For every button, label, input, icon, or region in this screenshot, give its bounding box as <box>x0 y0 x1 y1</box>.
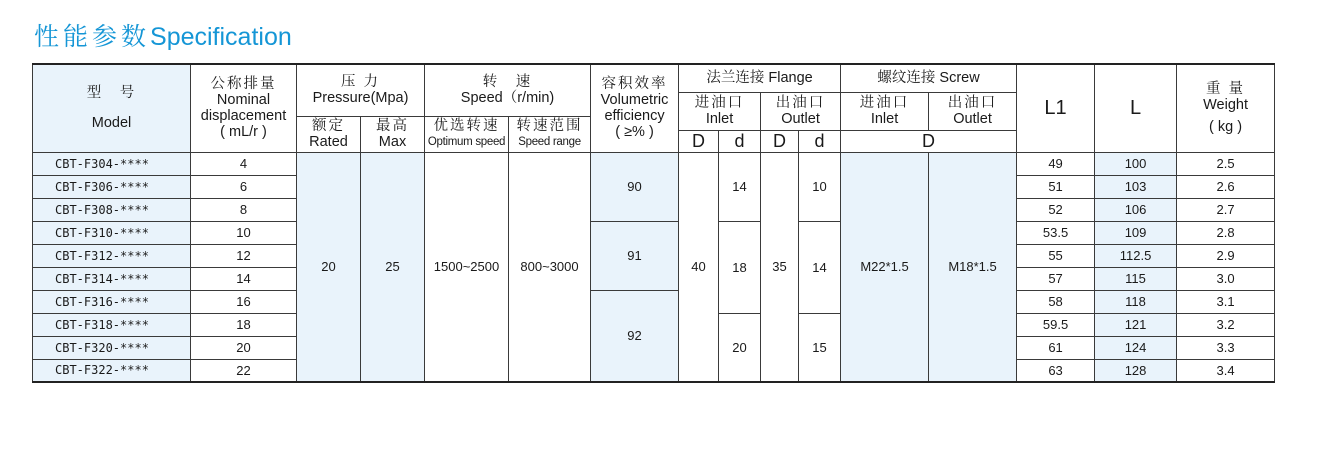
table-row <box>33 152 1275 175</box>
L-cell: 103 <box>1095 175 1177 198</box>
L-cell: 112.5 <box>1095 244 1177 267</box>
header-rated: 额定 Rated <box>297 116 361 152</box>
header-displacement: 公称排量 Nominal displacement ( mL/r ) <box>191 64 297 152</box>
screw-outlet-cell: M18*1.5 <box>929 152 1017 382</box>
L-cell: 121 <box>1095 313 1177 336</box>
L1-cell: 49 <box>1017 152 1095 175</box>
L-cell: 106 <box>1095 198 1177 221</box>
disp-cell: 6 <box>191 175 297 198</box>
weight-cell: 2.9 <box>1177 244 1275 267</box>
header-volumetric: 容积效率 Volumetric efficiency ( ≥% ) <box>591 64 679 152</box>
header-pressure: 压 力 Pressure(Mpa) <box>297 64 425 116</box>
screw-inlet-cell: M22*1.5 <box>841 152 929 382</box>
disp-cell: 8 <box>191 198 297 221</box>
L-cell: 115 <box>1095 267 1177 290</box>
L1-cell: 55 <box>1017 244 1095 267</box>
weight-cell: 3.0 <box>1177 267 1275 290</box>
flange-inlet-d-cell: 14 <box>719 152 761 221</box>
flange-outlet-D-cell: 35 <box>761 152 799 382</box>
L-cell: 128 <box>1095 359 1177 382</box>
L1-cell: 61 <box>1017 336 1095 359</box>
L1-cell: 58 <box>1017 290 1095 313</box>
header-screw-inlet: 进油口 Inlet <box>841 92 929 130</box>
flange-outlet-d-cell: 14 <box>799 221 841 313</box>
header-screw: 螺纹连接 Screw <box>841 64 1017 92</box>
weight-cell: 2.8 <box>1177 221 1275 244</box>
page-title <box>34 20 292 54</box>
disp-cell: 10 <box>191 221 297 244</box>
disp-cell: 14 <box>191 267 297 290</box>
optimum-speed-cell: 1500~2500 <box>425 152 509 382</box>
header-max: 最高 Max <box>361 116 425 152</box>
disp-cell: 20 <box>191 336 297 359</box>
disp-cell: 16 <box>191 290 297 313</box>
L1-cell: 63 <box>1017 359 1095 382</box>
L-cell: 124 <box>1095 336 1177 359</box>
L1-cell: 53.5 <box>1017 221 1095 244</box>
model-cell: CBT-F316-**** <box>33 290 191 313</box>
model-cell: CBT-F306-**** <box>33 175 191 198</box>
speed-range-cell: 800~3000 <box>509 152 591 382</box>
max-cell: 25 <box>361 152 425 382</box>
weight-cell: 2.5 <box>1177 152 1275 175</box>
flange-outlet-d-cell: 10 <box>799 152 841 221</box>
L-cell: 118 <box>1095 290 1177 313</box>
L1-cell: 59.5 <box>1017 313 1095 336</box>
spec-table <box>32 63 1275 383</box>
weight-cell: 2.6 <box>1177 175 1275 198</box>
table-row <box>33 221 1275 244</box>
header-weight: 重 量 Weight ( kg ) <box>1177 64 1275 152</box>
header-flange-inlet-d: d <box>719 130 761 152</box>
vol-eff-cell: 92 <box>591 290 679 382</box>
L-cell: 100 <box>1095 152 1177 175</box>
rated-cell: 20 <box>297 152 361 382</box>
model-cell: CBT-F318-**** <box>33 313 191 336</box>
weight-cell: 3.1 <box>1177 290 1275 313</box>
model-cell: CBT-F312-**** <box>33 244 191 267</box>
model-cell: CBT-F304-**** <box>33 152 191 175</box>
vol-eff-cell: 90 <box>591 152 679 221</box>
header-L1: L1 <box>1017 64 1095 152</box>
model-cell: CBT-F308-**** <box>33 198 191 221</box>
header-flange-inlet-D: D <box>679 130 719 152</box>
L-cell: 109 <box>1095 221 1177 244</box>
model-cell: CBT-F320-**** <box>33 336 191 359</box>
model-cell: CBT-F322-**** <box>33 359 191 382</box>
header-screw-outlet: 出油口 Outlet <box>929 92 1017 130</box>
header-L: L <box>1095 64 1177 152</box>
disp-cell: 22 <box>191 359 297 382</box>
model-cell: CBT-F310-**** <box>33 221 191 244</box>
vol-eff-cell: 91 <box>591 221 679 290</box>
header-speed: 转 速 Speed（r/min) <box>425 64 591 116</box>
flange-inlet-D-cell: 40 <box>679 152 719 382</box>
header-flange-outlet-d: d <box>799 130 841 152</box>
flange-outlet-d-cell: 15 <box>799 313 841 382</box>
disp-cell: 4 <box>191 152 297 175</box>
L1-cell: 57 <box>1017 267 1095 290</box>
model-cell: CBT-F314-**** <box>33 267 191 290</box>
flange-inlet-d-cell: 20 <box>719 313 761 382</box>
title-en: Specification <box>150 23 292 51</box>
flange-inlet-d-cell: 18 <box>719 221 761 313</box>
disp-cell: 18 <box>191 313 297 336</box>
weight-cell: 3.2 <box>1177 313 1275 336</box>
header-flange-inlet: 进油口 Inlet <box>679 92 761 130</box>
weight-cell: 2.7 <box>1177 198 1275 221</box>
header-optimum-speed: 优选转速 Optimum speed <box>425 116 509 152</box>
table-row <box>33 290 1275 313</box>
header-flange-outlet: 出油口 Outlet <box>761 92 841 130</box>
header-flange-outlet-D: D <box>761 130 799 152</box>
header-flange: 法兰连接 Flange <box>679 64 841 92</box>
weight-cell: 3.4 <box>1177 359 1275 382</box>
header-screw-D: D <box>841 130 1017 152</box>
L1-cell: 52 <box>1017 198 1095 221</box>
disp-cell: 12 <box>191 244 297 267</box>
title-cn: 性能参数 <box>34 22 151 51</box>
L1-cell: 51 <box>1017 175 1095 198</box>
header-model: 型 号 Model <box>33 64 191 152</box>
weight-cell: 3.3 <box>1177 336 1275 359</box>
header-speed-range: 转速范围 Speed range <box>509 116 591 152</box>
